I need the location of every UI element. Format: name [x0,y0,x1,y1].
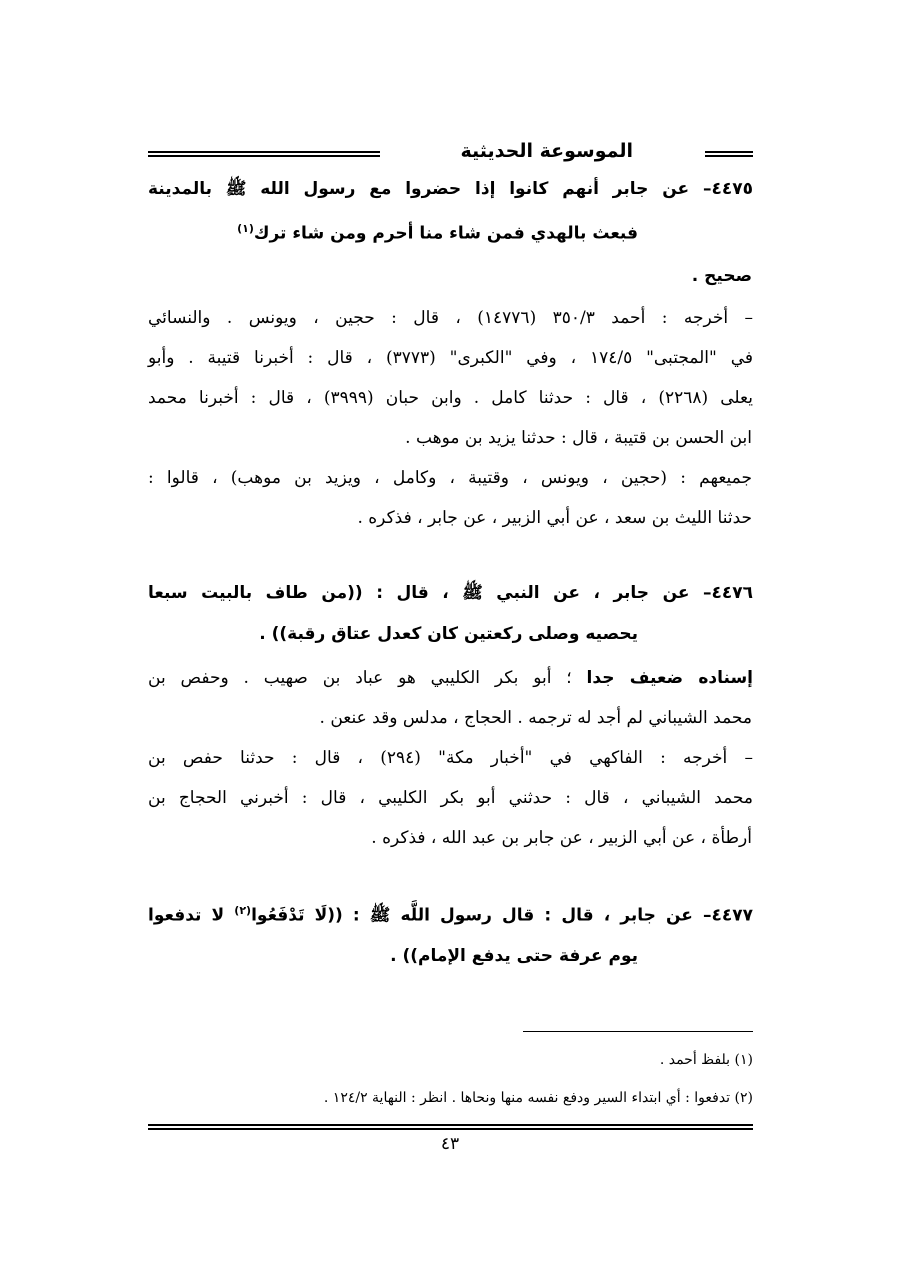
footnote-separator [523,1031,753,1032]
hadith-4477-text-1b: لا تدفعوا [148,905,235,926]
footnote-2: (٢) تدفعوا : أي ابتداء السير ودفع نفسه منها ونحاها . انظر : النهاية ١٢٤/٢ . [323,1090,753,1106]
hadith-4475-takhrij-line-1: – أخرجه : أحمد ٣٥٠/٣ (١٤٧٧٦) ، قال : حجين ، ويونس . والنسائي [148,308,754,328]
isnad-text: ؛ أبو بكر الكليبي هو عباد بن صهيب . وحفص بن [148,668,587,688]
hadith-4475-jami-line-1: جميعهم : (حجين ، ويونس ، وقتيبة ، وكامل ، ويزيد بن موهب) ، قالوا : [148,468,752,488]
hadith-4477-line-1 [148,904,753,930]
hadith-4475-line-1: ٤٤٧٥– عن جابر أنهم كانوا إذا حضروا مع رسول الله ﷺ بالمدينة [148,179,753,199]
isnad-grade: إسناده ضعيف جدا [586,668,754,688]
hadith-4475-takhrij-line-3: يعلى (٢٢٦٨) ، قال : حدثنا كامل . وابن حبان (٣٩٩٩) ، قال : أخبرنا محمد [148,388,753,408]
footer-rule [148,1124,753,1130]
hadith-4475-takhrij-line-2: في "المجتبى" ١٧٤/٥ ، وفي "الكبرى" (٣٧٧٣) ، قال : أخبرنا قتيبة . وأبو [148,348,753,368]
hadith-4476-line-2: يحصيه وصلى ركعتين كان كعدل عتاق رقبة)) . [259,624,638,644]
header-rule-right [705,151,753,157]
hadith-4476-takhrij-line-3: أرطأة ، عن أبي الزبير ، عن جابر بن عبد الله ، فذكره . [371,828,752,848]
hadith-4475-grade: صحيح . [691,266,752,286]
hadith-4475-text-2: فبعث بالهدي فمن شاء منا أحرم ومن شاء ترك [253,223,638,244]
hadith-4475-jami-line-2: حدثنا الليث بن سعد ، عن أبي الزبير ، عن جابر ، فذكره . [357,508,752,528]
hadith-4477-line-2: يوم عرفة حتى يدفع الإمام)) . [390,946,638,966]
running-header [148,136,753,176]
hadith-4476-line-1: ٤٤٧٦– عن جابر ، عن النبي ﷺ ، قال : ((من طاف بالبيت سبعا [148,583,753,603]
header-title: الموسوعة الحديثية [460,140,633,162]
hadith-4477-text-1a: ٤٤٧٧– عن جابر ، قال : قال رسول اللَّه ﷺ : ((لَا تَدْفَعُوا [251,905,753,926]
hadith-4475-takhrij-line-4: ابن الحسن بن قتيبة ، قال : حدثنا يزيد بن موهب . [405,428,752,448]
hadith-4476-takhrij-line-2: محمد الشيباني ، قال : حدثني أبو بكر الكليبي ، قال : أخبرني الحجاج بن [148,788,753,808]
hadith-4475-line-2 [237,222,638,244]
page-number: ٤٣ [440,1134,460,1154]
hadith-4476-takhrij-line-1: – أخرجه : الفاكهي في "أخبار مكة" (٢٩٤) ، قال : حدثنا حفص بن [148,748,753,768]
hadith-4476-isnad-line-1 [148,668,753,688]
footnote-ref-2: (٢) [234,904,252,917]
header-rule-left [148,151,380,157]
hadith-4476-isnad-line-2: محمد الشيباني لم أجد له ترجمه . الحجاج ، مدلس وقد عنعن . [319,708,752,728]
footnote-ref-1: (١) [237,222,254,235]
footnote-1: (١) بلفظ أحمد . [659,1052,753,1068]
